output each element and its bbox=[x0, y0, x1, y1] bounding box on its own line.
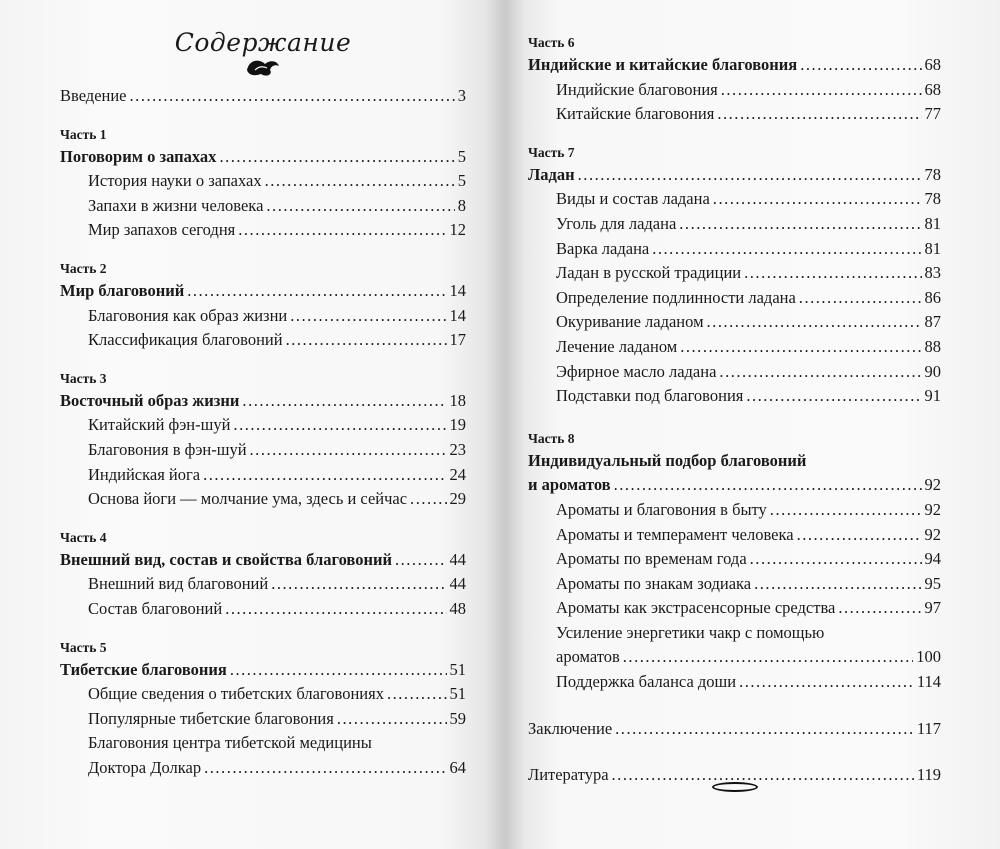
toc-entry-row bbox=[556, 498, 941, 523]
toc-entry-title: Поговорим о запахах bbox=[60, 146, 217, 166]
toc-page-number: 14 bbox=[449, 280, 466, 300]
toc-entry-title: Восточный образ жизни bbox=[60, 390, 240, 410]
toc-entry-title: Ароматы по знакам зодиака bbox=[556, 573, 752, 593]
toc-entry[interactable] bbox=[88, 707, 466, 732]
toc-entry-title: Индийские благовония bbox=[556, 79, 718, 99]
toc-entry[interactable] bbox=[88, 731, 466, 780]
toc-entry[interactable] bbox=[88, 597, 466, 622]
toc-entry-title: Благовония как образ жизни bbox=[88, 305, 288, 325]
toc-entry-title-continued: ароматов bbox=[556, 647, 620, 667]
leader-dots bbox=[679, 212, 921, 237]
toc-entry-row bbox=[556, 384, 941, 409]
leader-dots bbox=[799, 286, 922, 311]
toc-entry-title: Заключение bbox=[528, 718, 613, 738]
toc-entry[interactable] bbox=[88, 328, 466, 353]
toc-entry[interactable] bbox=[88, 304, 466, 329]
left-page bbox=[60, 0, 466, 780]
toc-entry-row bbox=[556, 102, 941, 127]
toc-list-right bbox=[528, 33, 941, 788]
leader-dots bbox=[578, 163, 922, 188]
toc-entry[interactable] bbox=[60, 84, 466, 109]
toc-page-number: 44 bbox=[449, 549, 466, 569]
toc-entry-title: Китайский фэн-шуй bbox=[88, 415, 231, 435]
toc-entry-row bbox=[556, 547, 941, 572]
toc-entry[interactable] bbox=[88, 682, 466, 707]
toc-page-number: 86 bbox=[924, 287, 941, 307]
toc-entry-title: Уголь для ладана bbox=[556, 213, 677, 233]
toc-page-number: 95 bbox=[924, 573, 941, 593]
toc-entry-row bbox=[556, 670, 941, 695]
leader-dots bbox=[612, 763, 914, 788]
end-ornament-icon bbox=[712, 782, 758, 792]
toc-entry[interactable] bbox=[556, 572, 941, 597]
toc-entry-title: Тибетские благовония bbox=[60, 659, 227, 679]
toc-entry-row bbox=[88, 218, 466, 243]
toc-page-number: 114 bbox=[916, 672, 941, 692]
toc-entry-row bbox=[60, 279, 466, 304]
toc-page-number: 100 bbox=[916, 647, 941, 667]
toc-entry[interactable] bbox=[556, 335, 941, 360]
toc-entry-title: Мир запахов сегодня bbox=[88, 220, 236, 240]
toc-page-number: 17 bbox=[449, 330, 466, 350]
toc-entry[interactable] bbox=[88, 487, 466, 512]
toc-entry[interactable] bbox=[556, 237, 941, 262]
toc-entry-row bbox=[88, 756, 466, 781]
toc-page-number: 12 bbox=[449, 220, 466, 240]
toc-entry-row bbox=[556, 286, 941, 311]
contents-heading: Содержание bbox=[174, 28, 352, 57]
toc-page-number: 83 bbox=[924, 263, 941, 283]
part-label: Часть 1 bbox=[60, 126, 107, 142]
toc-entry[interactable] bbox=[88, 463, 466, 488]
toc-page-number: 44 bbox=[449, 574, 466, 594]
toc-entry-row bbox=[88, 194, 466, 219]
toc-list-left bbox=[60, 84, 466, 780]
toc-entry[interactable] bbox=[556, 187, 941, 212]
leader-dots bbox=[250, 438, 447, 463]
toc-page-number: 5 bbox=[457, 146, 466, 166]
leader-dots bbox=[800, 53, 921, 78]
toc-entry[interactable] bbox=[60, 548, 466, 573]
leader-dots bbox=[713, 187, 922, 212]
toc-entry[interactable] bbox=[88, 438, 466, 463]
toc-entry-title: Мир благовоний bbox=[60, 280, 185, 300]
toc-entry[interactable] bbox=[556, 78, 941, 103]
toc-page-number: 29 bbox=[449, 489, 466, 509]
leader-dots bbox=[204, 756, 446, 781]
toc-entry-row bbox=[528, 717, 941, 742]
leader-dots bbox=[233, 413, 446, 438]
part-label: Часть 4 bbox=[60, 529, 107, 545]
toc-entry-title: Виды и состав ладана bbox=[556, 189, 710, 209]
toc-entry-row bbox=[556, 187, 941, 212]
toc-entry-title-continued: и ароматов bbox=[528, 475, 611, 495]
toc-entry-title: История науки о запахах bbox=[88, 171, 262, 191]
part-label: Часть 8 bbox=[528, 430, 575, 446]
toc-page-number: 23 bbox=[449, 439, 466, 459]
toc-page-number: 51 bbox=[449, 684, 466, 704]
toc-entry[interactable] bbox=[60, 658, 466, 683]
leader-dots bbox=[615, 717, 914, 742]
toc-page-number: 59 bbox=[449, 708, 466, 728]
toc-entry[interactable] bbox=[556, 621, 941, 670]
toc-entry-row bbox=[88, 413, 466, 438]
toc-entry-row bbox=[556, 78, 941, 103]
toc-entry-title-continued: Доктора Долкар bbox=[88, 757, 202, 777]
leader-dots bbox=[387, 682, 447, 707]
toc-entry-row bbox=[88, 328, 466, 353]
toc-entry-title: Ладан в русской традиции bbox=[556, 263, 742, 283]
toc-entry-title: Усиление энергетики чакр с помощью bbox=[556, 622, 825, 642]
leader-dots bbox=[286, 328, 447, 353]
toc-entry-row bbox=[88, 438, 466, 463]
leader-dots bbox=[680, 335, 921, 360]
leader-dots bbox=[797, 523, 922, 548]
leader-dots bbox=[225, 597, 446, 622]
toc-entry-title: Окуривание ладаном bbox=[556, 312, 704, 332]
toc-page-number: 48 bbox=[449, 598, 466, 618]
leader-dots bbox=[395, 548, 447, 573]
toc-entry-title: Внешний вид, состав и свойства благовоний bbox=[60, 549, 392, 569]
leader-dots bbox=[271, 572, 446, 597]
toc-entry[interactable] bbox=[88, 194, 466, 219]
leader-dots bbox=[721, 78, 922, 103]
toc-entry[interactable] bbox=[88, 413, 466, 438]
toc-page-number: 117 bbox=[916, 718, 941, 738]
toc-page-number: 78 bbox=[924, 189, 941, 209]
toc-entry[interactable] bbox=[528, 717, 941, 742]
leader-dots bbox=[242, 389, 446, 414]
toc-entry-title: Ароматы и темперамент человека bbox=[556, 524, 794, 544]
toc-page-number: 119 bbox=[916, 765, 941, 785]
toc-entry[interactable] bbox=[88, 169, 466, 194]
toc-entry-title: Китайские благовония bbox=[556, 104, 715, 124]
toc-page-number: 14 bbox=[449, 305, 466, 325]
leader-dots bbox=[744, 261, 921, 286]
toc-entry-title: Ароматы по временам года bbox=[556, 549, 747, 569]
leader-dots bbox=[238, 218, 446, 243]
toc-entry-row bbox=[88, 597, 466, 622]
toc-entry-row bbox=[60, 389, 466, 414]
toc-entry-title: Лечение ладаном bbox=[556, 336, 678, 356]
toc-page-number: 92 bbox=[924, 475, 941, 495]
toc-entry-title: Ладан bbox=[528, 164, 575, 184]
toc-page-number: 68 bbox=[924, 79, 941, 99]
toc-entry[interactable] bbox=[88, 572, 466, 597]
toc-entry[interactable] bbox=[528, 53, 941, 78]
toc-entry-title: Благовония центра тибетской медицины bbox=[88, 733, 372, 753]
part-label: Часть 2 bbox=[60, 260, 107, 276]
leader-dots bbox=[290, 304, 446, 329]
leader-dots bbox=[130, 84, 455, 109]
leader-dots bbox=[410, 487, 446, 512]
leader-dots bbox=[770, 498, 922, 523]
toc-page-number: 90 bbox=[924, 361, 941, 381]
toc-entry-row bbox=[88, 169, 466, 194]
toc-entry-row bbox=[556, 261, 941, 286]
toc-page-number: 91 bbox=[924, 386, 941, 406]
toc-entry-row bbox=[556, 572, 941, 597]
leader-dots bbox=[266, 194, 454, 219]
toc-page-number: 18 bbox=[449, 390, 466, 410]
toc-entry[interactable] bbox=[556, 384, 941, 409]
leader-dots bbox=[707, 310, 922, 335]
toc-entry-row bbox=[88, 682, 466, 707]
leader-dots bbox=[750, 547, 922, 572]
toc-entry[interactable] bbox=[556, 286, 941, 311]
toc-entry[interactable] bbox=[60, 279, 466, 304]
toc-entry-row bbox=[60, 548, 466, 573]
toc-entry-row bbox=[528, 473, 941, 498]
toc-entry-row bbox=[556, 596, 941, 621]
leader-dots bbox=[719, 360, 921, 385]
toc-entry-title: Классификация благовоний bbox=[88, 330, 283, 350]
toc-entry-row bbox=[556, 212, 941, 237]
toc-entry-row bbox=[556, 523, 941, 548]
toc-entry-row bbox=[60, 84, 466, 109]
toc-entry-row bbox=[60, 658, 466, 683]
toc-page-number: 92 bbox=[924, 524, 941, 544]
part-label: Часть 7 bbox=[528, 144, 575, 160]
toc-entry[interactable] bbox=[556, 102, 941, 127]
toc-entry-title: Подставки под благовония bbox=[556, 386, 744, 406]
right-page bbox=[528, 0, 941, 788]
leader-dots bbox=[203, 463, 446, 488]
toc-page-number: 8 bbox=[457, 195, 466, 215]
toc-page-number: 81 bbox=[924, 238, 941, 258]
toc-entry-row bbox=[88, 463, 466, 488]
toc-page-number: 81 bbox=[924, 213, 941, 233]
toc-entry[interactable] bbox=[556, 670, 941, 695]
leader-dots bbox=[754, 572, 921, 597]
leader-dots bbox=[623, 645, 913, 670]
toc-entry-title: Основа йоги — молчание ума, здесь и сейчас bbox=[88, 489, 408, 509]
toc-page-number: 92 bbox=[924, 499, 941, 519]
toc-entry-title: Введение bbox=[60, 86, 127, 105]
leader-dots bbox=[739, 670, 914, 695]
toc-page-number: 24 bbox=[449, 464, 466, 484]
leader-dots bbox=[652, 237, 921, 262]
toc-entry-title: Благовония в фэн-шуй bbox=[88, 439, 247, 459]
toc-entry[interactable] bbox=[556, 360, 941, 385]
toc-page-number: 77 bbox=[924, 104, 941, 124]
toc-entry[interactable] bbox=[88, 218, 466, 243]
leader-dots bbox=[337, 707, 447, 732]
toc-entry-title: Литература bbox=[528, 765, 609, 785]
toc-entry[interactable] bbox=[556, 547, 941, 572]
toc-page-number: 5 bbox=[457, 171, 466, 191]
toc-entry-row bbox=[556, 310, 941, 335]
toc-entry-row bbox=[60, 145, 466, 170]
toc-entry-title: Состав благовоний bbox=[88, 598, 223, 618]
toc-page-number: 19 bbox=[449, 415, 466, 435]
leaf-ornament-icon bbox=[60, 56, 466, 82]
leader-dots bbox=[746, 384, 921, 409]
toc-entry-row bbox=[556, 645, 941, 670]
toc-entry-title: Ароматы и благовония в быту bbox=[556, 499, 767, 519]
toc-entry-title: Эфирное масло ладана bbox=[556, 361, 717, 381]
leader-dots bbox=[187, 279, 446, 304]
toc-page-number: 68 bbox=[924, 55, 941, 74]
toc-entry-title: Популярные тибетские благовония bbox=[88, 708, 334, 728]
toc-entry-row bbox=[528, 53, 941, 78]
toc-entry[interactable] bbox=[556, 212, 941, 237]
toc-entry-row bbox=[88, 487, 466, 512]
toc-page-number: 87 bbox=[924, 312, 941, 332]
toc-page-number: 64 bbox=[449, 757, 466, 777]
toc-page-number: 88 bbox=[924, 336, 941, 356]
leader-dots bbox=[717, 102, 921, 127]
toc-entry-title: Индивидуальный подбор благовоний bbox=[528, 450, 807, 470]
toc-entry[interactable] bbox=[556, 523, 941, 548]
part-label: Часть 5 bbox=[60, 639, 107, 655]
toc-entry-row bbox=[88, 572, 466, 597]
toc-entry-row bbox=[88, 707, 466, 732]
toc-page-number: 94 bbox=[924, 549, 941, 569]
toc-entry[interactable] bbox=[528, 449, 941, 498]
toc-entry[interactable] bbox=[60, 145, 466, 170]
toc-entry[interactable] bbox=[528, 163, 941, 188]
toc-entry-title: Запахи в жизни человека bbox=[88, 195, 264, 215]
toc-entry-title: Определение подлинности ладана bbox=[556, 287, 796, 307]
toc-entry-title: Поддержка баланса доши bbox=[556, 672, 737, 692]
toc-page-number: 97 bbox=[924, 598, 941, 618]
toc-entry[interactable] bbox=[556, 261, 941, 286]
toc-entry-title: Индийские и китайские благовония bbox=[528, 55, 798, 74]
toc-entry-row bbox=[528, 163, 941, 188]
toc-page-number: 78 bbox=[924, 164, 941, 184]
leader-dots bbox=[219, 145, 454, 170]
leader-dots bbox=[230, 658, 447, 683]
leader-dots bbox=[614, 473, 922, 498]
leader-dots bbox=[838, 596, 921, 621]
part-label: Часть 6 bbox=[528, 35, 575, 50]
toc-entry-title: Внешний вид благовоний bbox=[88, 574, 269, 594]
toc-entry[interactable] bbox=[556, 498, 941, 523]
toc-entry-row bbox=[556, 237, 941, 262]
toc-entry-row bbox=[556, 360, 941, 385]
part-label: Часть 3 bbox=[60, 370, 107, 386]
toc-entry[interactable] bbox=[60, 389, 466, 414]
toc-entry-title: Варка ладана bbox=[556, 238, 650, 258]
toc-entry-title: Ароматы как экстрасенсорные средства bbox=[556, 598, 836, 618]
leader-dots bbox=[265, 169, 455, 194]
toc-entry[interactable] bbox=[556, 596, 941, 621]
toc-entry[interactable] bbox=[556, 310, 941, 335]
toc-entry-row bbox=[88, 304, 466, 329]
toc-entry-title: Общие сведения о тибетских благовониях bbox=[88, 684, 384, 704]
toc-page-number: 51 bbox=[449, 659, 466, 679]
toc-entry-row bbox=[556, 335, 941, 360]
toc-page-number: 3 bbox=[457, 86, 466, 105]
toc-entry-title: Индийская йога bbox=[88, 464, 201, 484]
